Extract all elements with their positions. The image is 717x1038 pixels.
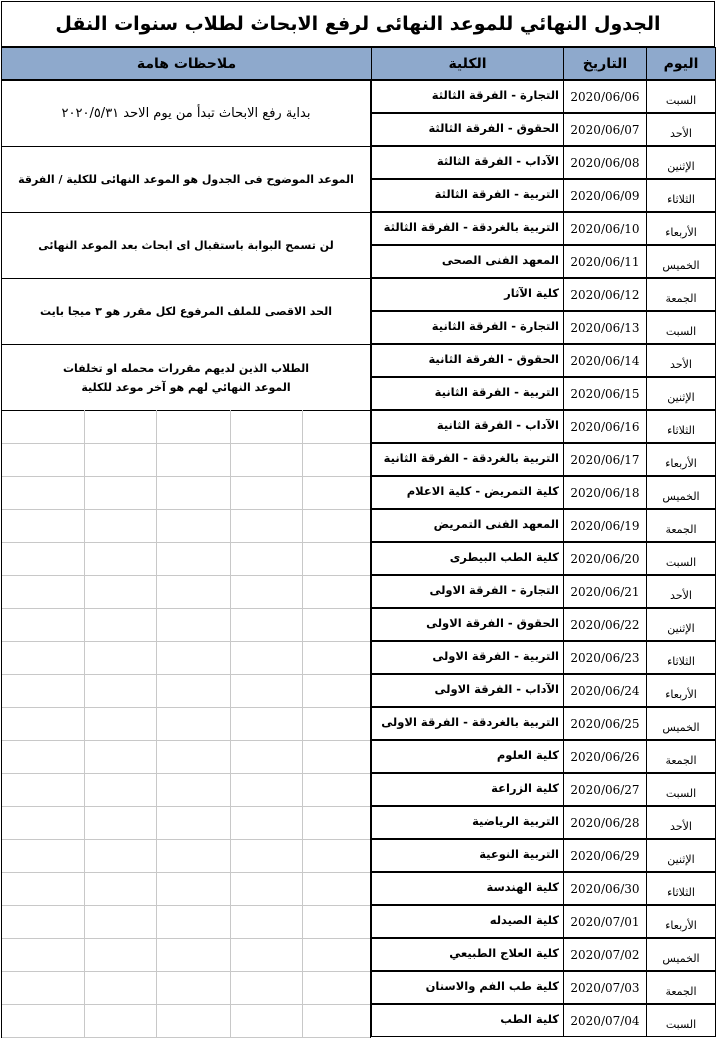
row-faculty: كلية الطب bbox=[371, 1004, 564, 1037]
row-day: الإثنين bbox=[646, 377, 716, 410]
row-faculty: التربية النوعية bbox=[371, 839, 564, 872]
row-day: الإثنين bbox=[646, 146, 716, 179]
row-day: الجمعة bbox=[646, 509, 716, 542]
note-text: الموعد النهائي لهم هو آخر موعد للكلية bbox=[81, 380, 291, 394]
row-date: 2020/06/06 bbox=[563, 80, 647, 113]
grid-line bbox=[2, 938, 370, 939]
row-faculty: كلية التمريض - كلية الاعلام bbox=[371, 476, 564, 509]
row-date: 2020/07/03 bbox=[563, 971, 647, 1004]
row-date: 2020/06/23 bbox=[563, 641, 647, 674]
row-day: الثلاثاء bbox=[646, 179, 716, 212]
row-day: الأحد bbox=[646, 344, 716, 377]
row-faculty: الحقوق - الفرقة الاولى bbox=[371, 608, 564, 641]
row-day: الأربعاء bbox=[646, 674, 716, 707]
row-faculty: المعهد الفنى التمريض bbox=[371, 509, 564, 542]
row-date: 2020/06/26 bbox=[563, 740, 647, 773]
grid-line bbox=[2, 707, 370, 708]
row-date: 2020/06/25 bbox=[563, 707, 647, 740]
row-faculty: الآداب - الفرقة الاولى bbox=[371, 674, 564, 707]
row-day: السبت bbox=[646, 311, 716, 344]
grid-line bbox=[2, 509, 370, 510]
grid-line bbox=[2, 542, 370, 543]
row-date: 2020/06/11 bbox=[563, 245, 647, 278]
row-faculty: كلية العلوم bbox=[371, 740, 564, 773]
row-day: الأحد bbox=[646, 575, 716, 608]
row-faculty: الحقوق - الفرقة الثالثة bbox=[371, 113, 564, 146]
row-date: 2020/06/07 bbox=[563, 113, 647, 146]
grid-line bbox=[2, 443, 370, 444]
row-day: الإثنين bbox=[646, 608, 716, 641]
row-date: 2020/06/17 bbox=[563, 443, 647, 476]
row-date: 2020/06/20 bbox=[563, 542, 647, 575]
row-faculty: المعهد الفنى الصحى bbox=[371, 245, 564, 278]
row-day: السبت bbox=[646, 80, 716, 113]
row-date: 2020/06/27 bbox=[563, 773, 647, 806]
row-faculty: التربية بالغردقة - الفرقة الاولى bbox=[371, 707, 564, 740]
grid-line bbox=[2, 839, 370, 840]
grid-line bbox=[2, 905, 370, 906]
note-text: الطلاب الذين لديهم مقررات محمله او تخلفات bbox=[62, 361, 310, 375]
row-date: 2020/06/12 bbox=[563, 278, 647, 311]
row-day: الأربعاء bbox=[646, 443, 716, 476]
note-text: لن تسمح البوابة باستقبال اى ابحاث بعد الموعد النهائى bbox=[38, 239, 334, 252]
row-day: الخميس bbox=[646, 707, 716, 740]
row-day: الأحد bbox=[646, 806, 716, 839]
empty-grid bbox=[1, 410, 371, 1038]
row-date: 2020/06/30 bbox=[563, 872, 647, 905]
grid-line bbox=[2, 608, 370, 609]
row-date: 2020/06/21 bbox=[563, 575, 647, 608]
grid-line bbox=[2, 971, 370, 972]
header-day: اليوم bbox=[646, 47, 716, 80]
note-portal bbox=[1, 212, 371, 279]
row-day: السبت bbox=[646, 773, 716, 806]
row-faculty: التربية - الفرقة الثانية bbox=[371, 377, 564, 410]
row-faculty: الآداب - الفرقة الثانية bbox=[371, 410, 564, 443]
row-faculty: التربية - الفرقة الثالثة bbox=[371, 179, 564, 212]
row-faculty: التربية الرياضية bbox=[371, 806, 564, 839]
row-faculty: كلية الهندسة bbox=[371, 872, 564, 905]
row-date: 2020/06/22 bbox=[563, 608, 647, 641]
row-day: الخميس bbox=[646, 476, 716, 509]
row-date: 2020/06/28 bbox=[563, 806, 647, 839]
row-date: 2020/06/14 bbox=[563, 344, 647, 377]
row-faculty: التربية بالغردقة - الفرقة الثالثة bbox=[371, 212, 564, 245]
row-faculty: التربية - الفرقة الاولى bbox=[371, 641, 564, 674]
row-faculty: التجارة - الفرقة الثانية bbox=[371, 311, 564, 344]
note-text: بداية رفع الابحاث تبدأ من يوم الاحد ٢٠٢٠/٥/٣١ bbox=[61, 106, 311, 121]
row-faculty: الحقوق - الفرقة الثانية bbox=[371, 344, 564, 377]
row-date: 2020/06/29 bbox=[563, 839, 647, 872]
row-date: 2020/07/01 bbox=[563, 905, 647, 938]
header-faculty: الكلية bbox=[371, 47, 564, 80]
row-day: السبت bbox=[646, 542, 716, 575]
row-day: السبت bbox=[646, 1004, 716, 1037]
row-faculty: التربية بالغردقة - الفرقة الثانية bbox=[371, 443, 564, 476]
row-date: 2020/07/04 bbox=[563, 1004, 647, 1037]
row-date: 2020/06/24 bbox=[563, 674, 647, 707]
row-faculty: كلية طب الفم والاسنان bbox=[371, 971, 564, 1004]
row-day: الثلاثاء bbox=[646, 872, 716, 905]
row-day: الأربعاء bbox=[646, 212, 716, 245]
note-deadline bbox=[1, 146, 371, 213]
row-day: الجمعة bbox=[646, 740, 716, 773]
note-max-size bbox=[1, 278, 371, 345]
note-text: الموعد الموضوح فى الجدول هو الموعد النهائى للكلية / الفرقة bbox=[18, 173, 354, 186]
row-faculty: الآداب - الفرقة الثالثة bbox=[371, 146, 564, 179]
grid-line bbox=[84, 410, 85, 1038]
row-faculty: كلية الزراعة bbox=[371, 773, 564, 806]
grid-line bbox=[302, 410, 303, 1038]
grid-line bbox=[156, 410, 157, 1038]
grid-line bbox=[2, 872, 370, 873]
row-date: 2020/06/10 bbox=[563, 212, 647, 245]
row-date: 2020/06/19 bbox=[563, 509, 647, 542]
row-day: الأحد bbox=[646, 113, 716, 146]
row-faculty: التجارة - الفرقة الاولى bbox=[371, 575, 564, 608]
row-faculty: كلية العلاج الطبيعي bbox=[371, 938, 564, 971]
row-faculty: كلية الصيدله bbox=[371, 905, 564, 938]
row-date: 2020/06/09 bbox=[563, 179, 647, 212]
note-text: الحد الاقصى للملف المرفوع لكل مقرر هو ٣ ميجا بايت bbox=[40, 305, 332, 318]
header-date: التاريخ bbox=[563, 47, 647, 80]
row-faculty: كلية الآثار bbox=[371, 278, 564, 311]
row-date: 2020/06/16 bbox=[563, 410, 647, 443]
row-day: الثلاثاء bbox=[646, 641, 716, 674]
grid-line bbox=[230, 410, 231, 1038]
row-day: الخميس bbox=[646, 938, 716, 971]
grid-line bbox=[2, 575, 370, 576]
row-faculty: التجارة - الفرقة الثالثة bbox=[371, 80, 564, 113]
grid-line bbox=[2, 1004, 370, 1005]
row-date: 2020/06/13 bbox=[563, 311, 647, 344]
row-date: 2020/06/08 bbox=[563, 146, 647, 179]
note-carryover bbox=[1, 344, 371, 411]
grid-line bbox=[2, 641, 370, 642]
note-start-date bbox=[1, 80, 371, 147]
row-day: الخميس bbox=[646, 245, 716, 278]
grid-line bbox=[2, 476, 370, 477]
page-title: الجدول النهائي للموعد النهائى لرفع الابحاث لطلاب سنوات النقل bbox=[1, 1, 715, 47]
row-faculty: كلية الطب البيطرى bbox=[371, 542, 564, 575]
grid-line bbox=[2, 806, 370, 807]
row-date: 2020/06/15 bbox=[563, 377, 647, 410]
grid-line bbox=[2, 773, 370, 774]
row-date: 2020/06/18 bbox=[563, 476, 647, 509]
grid-line bbox=[2, 740, 370, 741]
row-day: الجمعة bbox=[646, 971, 716, 1004]
row-date: 2020/07/02 bbox=[563, 938, 647, 971]
grid-line bbox=[2, 674, 370, 675]
row-day: الأربعاء bbox=[646, 905, 716, 938]
header-notes: ملاحظات هامة bbox=[1, 47, 372, 80]
row-day: الجمعة bbox=[646, 278, 716, 311]
row-day: الإثنين bbox=[646, 839, 716, 872]
row-day: الثلاثاء bbox=[646, 410, 716, 443]
